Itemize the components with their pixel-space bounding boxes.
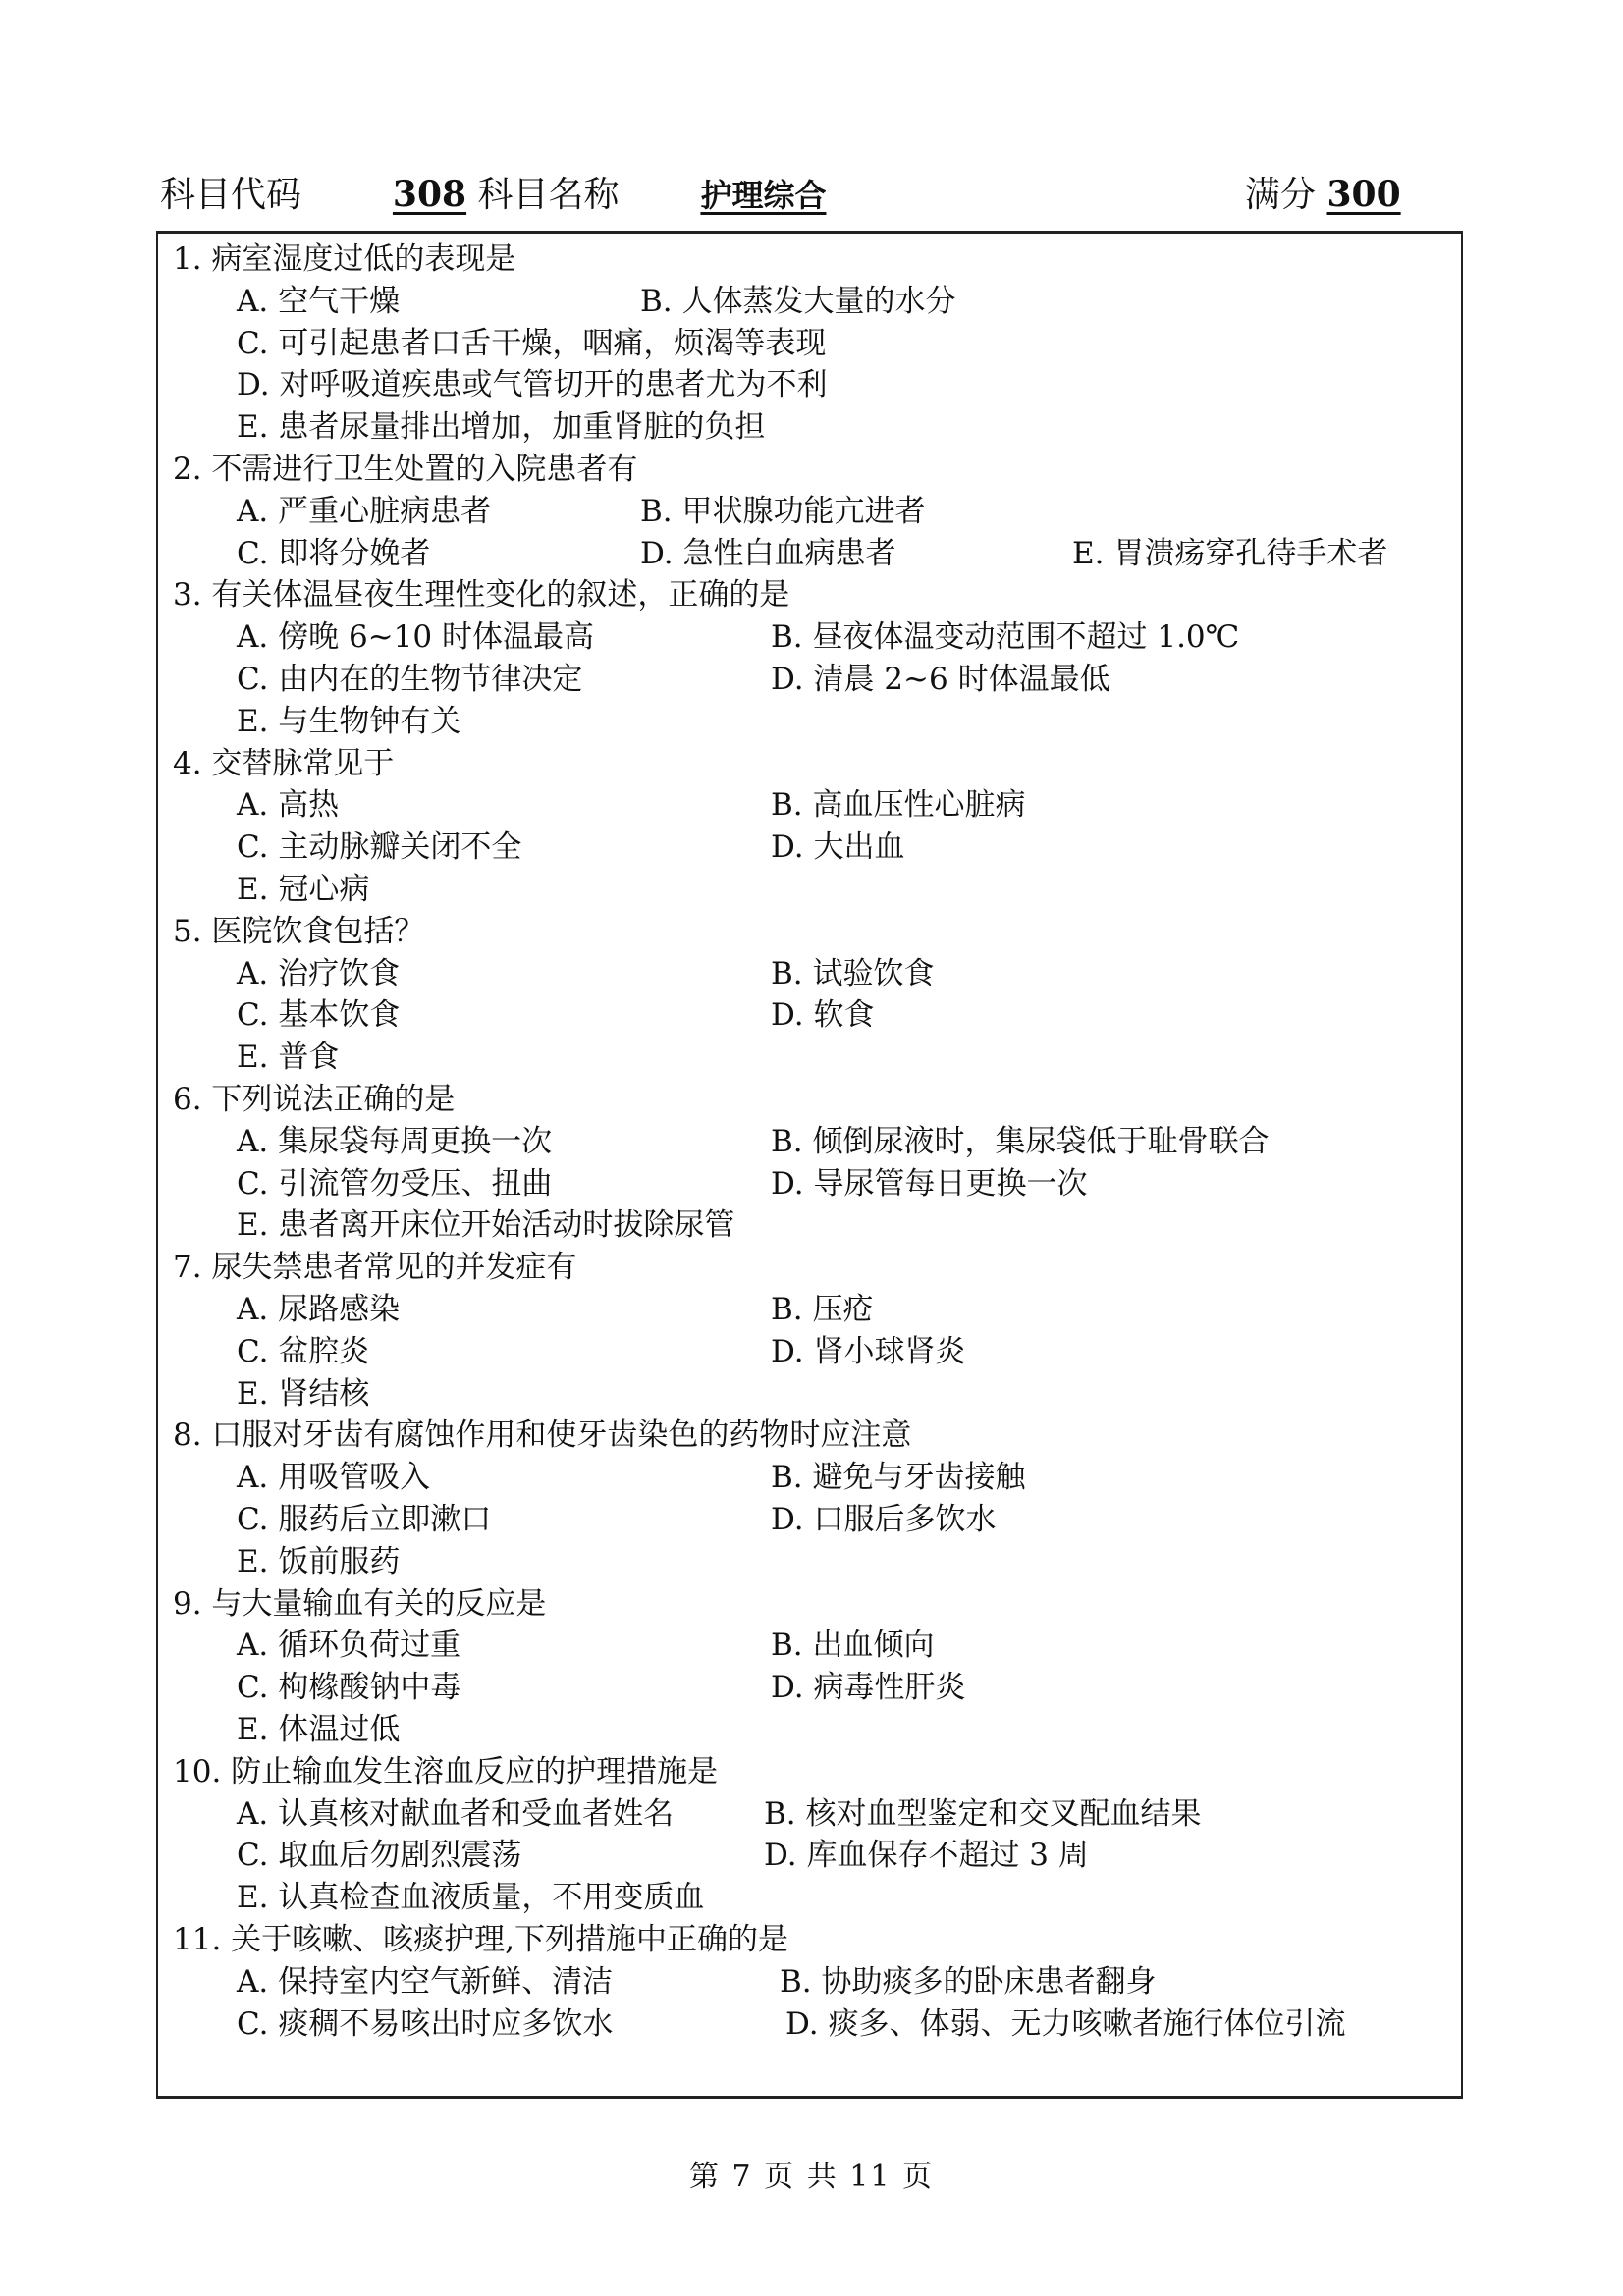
full-score-label: 满分 [1245, 175, 1317, 215]
answer-option: D. 对呼吸道疾患或气管切开的患者尤为不利 [237, 367, 828, 403]
answer-option: C. 主动脉瓣关闭不全 [237, 829, 522, 866]
answer-option: C. 即将分娩者 [237, 535, 431, 571]
answer-option: A. 循环负荷过重 [237, 1628, 461, 1664]
subject-code-label: 科目代码 [160, 175, 302, 215]
question-stem: 4. 交替脉常见于 [173, 745, 395, 781]
page-number: 第 7 页 共 11 页 [689, 2160, 934, 2194]
question-stem: 2. 不需进行卫生处置的入院患者有 [173, 452, 638, 487]
answer-option: A. 严重心脏病患者 [237, 493, 492, 529]
answer-option: E. 患者尿量排出增加，加重肾脏的负担 [237, 409, 766, 446]
answer-option: C. 引流管勿受压、扭曲 [237, 1165, 553, 1201]
answer-option: B. 压疮 [771, 1292, 874, 1327]
answer-option: B. 出血倾向 [771, 1628, 935, 1664]
question-stem: 9. 与大量输血有关的反应是 [173, 1585, 547, 1622]
answer-option: C. 基本饮食 [237, 997, 401, 1034]
answer-option: B. 人体蒸发大量的水分 [640, 283, 956, 319]
answer-option: C. 服药后立即漱口 [237, 1502, 492, 1537]
question-stem: 11. 关于咳嗽、咳痰护理,下列措施中正确的是 [173, 1922, 789, 1957]
answer-option: D. 肾小球肾炎 [771, 1333, 966, 1369]
answer-option: A. 高热 [237, 787, 340, 824]
question-stem: 3. 有关体温昼夜生理性变化的叙述，正确的是 [173, 577, 790, 614]
answer-option: B. 试验饮食 [771, 955, 935, 991]
answer-option: A. 傍晚 6~10 时体温最高 [237, 619, 594, 656]
answer-option: B. 避免与牙齿接触 [771, 1460, 1026, 1496]
answer-option: C. 由内在的生物节律决定 [237, 662, 583, 697]
subject-name-label: 科目名称 [477, 175, 620, 215]
subject-name-value: 护理综合 [700, 177, 827, 214]
answer-option: D. 导尿管每日更换一次 [771, 1165, 1088, 1201]
answer-option: C. 盆腔炎 [237, 1333, 370, 1369]
full-score [1245, 167, 1401, 217]
answer-option: D. 痰多、体弱、无力咳嗽者施行体位引流 [785, 2005, 1346, 2042]
question-stem: 10. 防止输血发生溶血反应的护理措施是 [173, 1753, 719, 1789]
answer-option: B. 昼夜体温变动范围不超过 1.0℃ [771, 619, 1240, 656]
answer-option: D. 库血保存不超过 3 周 [764, 1838, 1089, 1874]
question-stem: 1. 病室湿度过低的表现是 [173, 241, 516, 277]
answer-option: D. 大出血 [771, 829, 905, 866]
answer-option: C. 枸橼酸钠中毒 [237, 1670, 461, 1706]
answer-option: B. 核对血型鉴定和交叉配血结果 [764, 1795, 1202, 1832]
answer-option: C. 可引起患者口舌干燥，咽痛，烦渴等表现 [237, 325, 827, 361]
answer-option: A. 尿路感染 [237, 1292, 401, 1327]
answer-option: E. 肾结核 [237, 1375, 370, 1412]
question-stem: 6. 下列说法正确的是 [173, 1082, 456, 1117]
answer-option: D. 口服后多饮水 [771, 1502, 997, 1537]
answer-option: E. 胃溃疡穿孔待手术者 [1072, 535, 1388, 571]
answer-option: E. 与生物钟有关 [237, 703, 461, 739]
answer-option: E. 饭前服药 [237, 1543, 401, 1579]
answer-option: A. 治疗饮食 [237, 955, 401, 991]
answer-option: D. 病毒性肝炎 [771, 1670, 966, 1706]
answer-option: C. 痰稠不易咳出时应多饮水 [237, 2005, 614, 2042]
question-stem: 8. 口服对牙齿有腐蚀作用和使牙齿染色的药物时应注意 [173, 1417, 912, 1454]
answer-option: D. 急性白血病患者 [640, 535, 896, 571]
subject-code [160, 167, 826, 217]
answer-option: E. 认真检查血液质量，不用变质血 [237, 1880, 705, 1916]
subject-code-value: 308 [392, 174, 467, 215]
answer-option: B. 高血压性心脏病 [771, 787, 1026, 824]
answer-option: E. 冠心病 [237, 872, 370, 907]
answer-option: D. 清晨 2~6 时体温最低 [771, 662, 1110, 697]
full-score-value: 300 [1326, 174, 1401, 215]
answer-option: A. 认真核对献血者和受血者姓名 [237, 1795, 675, 1832]
answer-option: A. 保持室内空气新鲜、清洁 [237, 1963, 614, 2000]
answer-option: A. 集尿袋每周更换一次 [237, 1123, 553, 1159]
answer-option: B. 倾倒尿液时，集尿袋低于耻骨联合 [771, 1123, 1270, 1159]
answer-option: E. 患者离开床位开始活动时拔除尿管 [237, 1207, 735, 1244]
answer-option: E. 普食 [237, 1040, 340, 1076]
question-stem: 5. 医院饮食包括？ [173, 913, 425, 949]
answer-option: B. 协助痰多的卧床患者翻身 [780, 1963, 1157, 2000]
question-stem: 7. 尿失禁患者常见的并发症有 [173, 1250, 577, 1286]
answer-option: E. 体温过低 [237, 1712, 401, 1747]
answer-option: B. 甲状腺功能亢进者 [640, 493, 926, 529]
answer-option: A. 用吸管吸入 [237, 1460, 431, 1496]
answer-option: A. 空气干燥 [237, 283, 401, 319]
answer-option: C. 取血后勿剧烈震荡 [237, 1838, 522, 1874]
answer-option: D. 软食 [771, 997, 875, 1034]
